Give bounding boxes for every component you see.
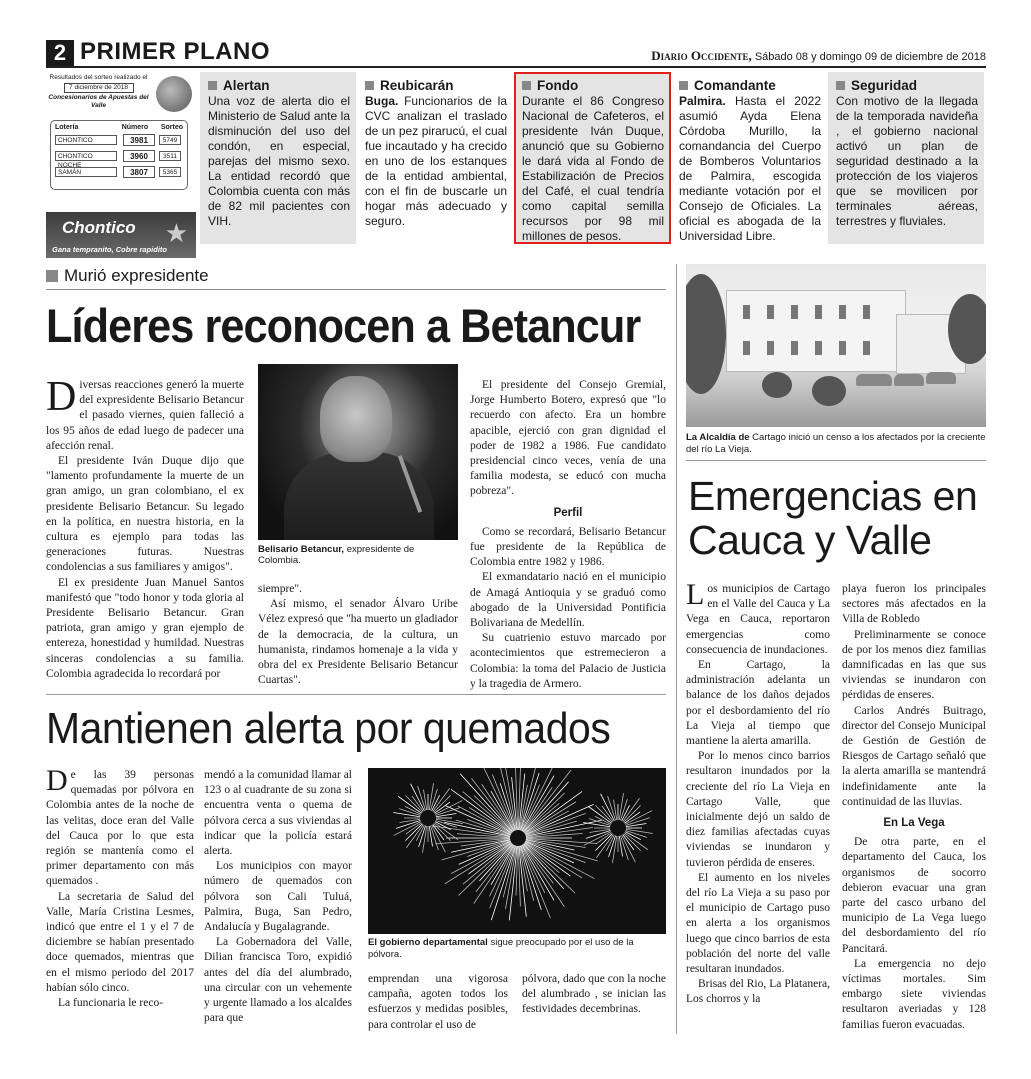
fireworks-photo: [368, 768, 666, 934]
paragraph: Carlos Andrés Buitrago, director del Consejo Municipal de Gestión de Gestión de Riesgos de Cartago señaló que la alerta amarilla se mantendrá indefinidamente ante la continuidad de las lluvias.: [842, 704, 986, 808]
firework-ray: [429, 826, 432, 847]
firework-ray: [446, 806, 511, 835]
section-title: PRIMER PLANO: [80, 38, 271, 65]
masthead: [651, 48, 986, 64]
paragraph: [46, 374, 244, 454]
firework-ray: [626, 823, 647, 826]
lottery-draw-date: 7 diciembre de 2018: [64, 83, 134, 93]
paragraph: El presidente Iván Duque dijo que "lamento profundamente la muerte de un gran amigo, un gran colombiano, el ex presidente Belisario Betancur. Su legado en la política, en nuestra historia, en la cultura es ejemplo para todas las generaciones futuras. Nuestras condolencias a sus familiares y amigos".: [46, 455, 244, 574]
paragraph-text: os municipios de Cartago en el Valle del Cauca y La Vega en Cauca, reportaron emergencias como consecuencia de inundaciones.: [686, 583, 830, 656]
firework-ray: [608, 796, 616, 820]
lottery-concession: Concesionarios de Apuestas del Valle: [48, 94, 149, 109]
window: [815, 341, 822, 355]
firework-ray: [613, 800, 616, 821]
paragraph-text: iversas reacciones generó la muerte del expresidente Belisario Betancur el pasado viernes, quien falleció a los 95 años de edad luego de padecer una afección renal.: [46, 379, 244, 452]
paragraph: El ex presidente Juan Manuel Santos manifestó que "todo honor y toda gloria al Presidente Belisario Betancur. Gran patriota, gran amigo y gran ejemplo de entereza, honestidad y humildad. Nuestras sinceras condolencias a su familia. Colombia agradecida lo recordará por: [46, 576, 244, 680]
brief-title: [679, 78, 821, 93]
story1-column-1: [46, 374, 244, 682]
lottery-name: SAMÁN: [55, 167, 117, 177]
story3-column-2: [204, 768, 352, 1026]
firework-ray: [520, 773, 539, 830]
subhead-la-vega: En La Vega: [883, 817, 945, 830]
firework-ray: [423, 790, 426, 811]
caption-text: expresidente de Colombia.: [258, 544, 415, 566]
lottery-number: 3981: [123, 134, 155, 146]
story1-kicker: [46, 266, 666, 290]
col-lottery: Lotería: [55, 124, 79, 131]
brief-body-text: Hasta el 2022 asumió Ayda Elena Córdoba Murillo, la comandancia del Cuerpo de Bomberos Voluntarios de Palmira, escogida mediante votación por el Consejo de Oficiales. La oficial es abogada de la Universidad Libre.: [679, 94, 821, 243]
lottery-number: 3960: [123, 150, 155, 162]
brief-body-text: Funcionarios de la CVC analizan el traslado de un pez pirarucú, el cual fue incautado y ha crecido en uno de los estanques de la entidad ambiental, con el fin de buscarle un hogar más adecuado y seguro.: [365, 94, 507, 228]
lottery-draw: 5365: [159, 167, 181, 177]
paragraph: Su cuatrienio estuvo marcado por acontecimientos que estremecieron a Colombia: la toma del Palacio de Justicia y la tragedia de Armero.: [470, 632, 666, 690]
chontico-slogan: Gana tempranito, Cobre rapidito: [52, 245, 168, 254]
photo-caption: [686, 432, 986, 456]
dropcap: D: [46, 764, 68, 797]
square-bullet-icon: [522, 81, 531, 90]
firework-ray: [526, 839, 597, 844]
window: [839, 305, 846, 319]
caption-text: Cartago inició un censo a los afectados por la creciente del río La Vieja.: [686, 432, 986, 455]
lottery-name: CHONTICO: [55, 135, 117, 145]
firework-ray: [490, 845, 515, 896]
brief-title: [836, 78, 978, 93]
star-icon: ★: [164, 218, 188, 248]
firework-ray: [429, 783, 433, 810]
lottery-results: [46, 74, 196, 264]
caption-text: sigue preocupado por el uso de la pólvora.: [368, 937, 634, 960]
paragraph: De otra parte, en el departamento del Cauca, los organismos de socorro debieron evacuar una gran parte del casco urbano del municipio de La Vega luego del desbordamiento del río Pancitará.: [842, 836, 986, 955]
lottery-draw-label: Resultados del sorteo realizado el: [49, 74, 148, 81]
brief-body: [679, 94, 821, 244]
brief-lead: Palmira.: [679, 94, 726, 108]
tree-shape: [948, 294, 986, 364]
story2-column-2: [842, 582, 986, 1033]
paragraph: Los municipios con mayor número de quemados con pólvora son Cali Tuluá, Palmira, Buga, San Pedro, Andalucía y Bugalagrande.: [204, 860, 352, 934]
paragraph: La secretaria de Salud del Valle, María Cristina Lesmes, indicó que entre el 1 y el 7 de diciembre se habían presentado doce quemados, mientras que en el mismo periodo del 2017 habían sólo cinco.: [46, 890, 194, 994]
paragraph: emprendan una vigorosa campaña, agoten todos los esfuerzos y medidas posibles, para controlar el uso de: [368, 973, 508, 1031]
lottery-row: [55, 149, 183, 169]
story3-column-3: [368, 972, 508, 1033]
window: [863, 341, 870, 355]
lottery-draw: 5749: [159, 135, 181, 145]
firework-ray: [586, 830, 610, 838]
paragraph: siempre".: [258, 583, 302, 595]
paragraph: Como se recordará, Belisario Betancur fue presidente de la República de Colombia entre 1982 y 1986.: [470, 525, 666, 569]
firework-ray: [430, 826, 438, 850]
brief-title-text: Seguridad: [851, 78, 918, 93]
lottery-table: [50, 120, 188, 190]
window: [743, 305, 750, 319]
paragraph-text: e las 39 personas quemadas por pólvora en Colombia antes de la noche de las velitas, doce eran del Valle del Cauca por lo que esta región se mantenía como el primer departamento con más quemados .: [46, 769, 194, 888]
firework-ray: [393, 812, 420, 816]
paragraph: playa fueron los principales sectores más afectados en la Villa de Robledo: [842, 583, 986, 626]
firework-ray: [626, 818, 650, 826]
window: [863, 305, 870, 319]
firework-ray: [521, 785, 540, 831]
subhead-perfil: Perfil: [553, 506, 583, 519]
firework-ray: [520, 768, 537, 830]
firework-ray: [436, 813, 457, 816]
tree-shape: [686, 274, 726, 394]
square-bullet-icon: [365, 81, 374, 90]
issue-date: Sábado 08 y domingo 09 de diciembre de 2018: [751, 51, 986, 63]
firework-ray: [526, 820, 603, 836]
story3-column-4: [522, 972, 666, 1018]
brief-body: Con motivo de la llegada de la temporada navideña , el gobierno nacional activó un plan de seguridad destinado a la protección de los viajeros que se movilicen por terminales aéreas, terrestres y fluviales.: [836, 94, 978, 228]
brief-body: [365, 94, 507, 229]
lottery-row: [55, 165, 183, 179]
lottery-number: 3807: [123, 166, 155, 178]
window: [743, 341, 750, 355]
building-shape: [726, 290, 906, 372]
page-number: 2: [46, 40, 74, 66]
brief-title: [522, 78, 664, 93]
story3-headline: Mantienen alerta por quemados: [46, 704, 611, 753]
brief-alertan: [200, 72, 357, 244]
chontico-ad: [46, 212, 196, 258]
brief-title-text: Fondo: [537, 78, 579, 93]
story2-column-1: [686, 578, 830, 1008]
paragraph: La emergencia no dejo víctimas mortales. Sim embargo siete viviendas resultaron averiadas y 128 familias fueron evacuadas.: [842, 957, 986, 1031]
shrub-shape: [812, 376, 846, 406]
paragraph: Así mismo, el senador Álvaro Uribe Vélez expresó que "ha muerto un gladiador de la democracia, de la cultura, un humanista, rindamos homenaje a la vida y obra del ex Presidente Belisario Betancur Cuartas".: [258, 598, 458, 687]
caption-bold: La Alcaldía de: [686, 432, 750, 443]
story1-headline: Líderes reconocen a Betancur: [46, 299, 641, 352]
paragraph: El presidente del Consejo Gremial, Jorge Humberto Botero, expresó que "lo recuerdo con afecto. Era un hombre apacible, ejerció con gran dignidad el poder de 1982 a 1986. Fue candidato presidencial cinco veces, venía de una familia modesta, se educó con mucha pobreza".: [470, 379, 666, 498]
firework-ray: [590, 829, 611, 832]
firework-ray: [400, 819, 421, 822]
betancur-photo: [258, 364, 458, 540]
firework-ray: [524, 844, 575, 893]
paragraph: [46, 764, 194, 890]
firework-ray: [626, 829, 653, 833]
firework-ray: [422, 826, 426, 853]
brief-seguridad: [828, 72, 985, 244]
juegos-logo-icon: [156, 76, 192, 112]
lottery-header: [46, 74, 151, 110]
news-briefs: [200, 72, 986, 244]
dropcap: D: [46, 374, 77, 420]
firework-ray: [583, 822, 610, 826]
fireworks-burst: [368, 768, 666, 934]
divider: [46, 694, 666, 695]
firework-ray: [620, 836, 628, 860]
firework-ray: [619, 836, 622, 857]
brief-title: [208, 78, 350, 93]
brief-comandante: [671, 72, 828, 244]
square-bullet-icon: [836, 81, 845, 90]
shrub-shape: [762, 372, 792, 398]
column-divider: [676, 264, 677, 1034]
paragraph: El aumento en los niveles del río La Vieja a su paso por el municipio de Cartago puso en alerta a los organismos luego que cinco barrios de esta población del norte del valle resultaran inundados.: [686, 871, 830, 976]
lottery-draw: 3511: [159, 151, 181, 161]
brief-body: Una voz de alerta dio el Ministerio de Salud ante la disminución del uso del condón, en especial, parejas del mismo sexo. La entidad recordó que Colombia cuenta con más de 82 mil pacientes con VIH.: [208, 94, 350, 228]
brief-reubicaran: [357, 72, 514, 244]
caption-bold: Belisario Betancur,: [258, 544, 345, 555]
kicker-text: Murió expresidente: [64, 266, 209, 285]
brief-title: [365, 78, 507, 93]
firework-ray: [396, 820, 420, 828]
paragraph: Por lo menos cinco barrios resultaron inundados por la creciente del río La Vieja en Cartago Valle, que inicialmente dejó un saldo de diez familias afectadas cuyas viviendas se inundaron y tuvieron pérdida de enseres.: [686, 750, 830, 869]
paragraph: La Gobernadora del Valle, Dilian francisca Toro, expidió antes del día del alumbrado, una circular con un vehemente y urgente llamado a los alcaldes para que: [204, 936, 352, 1025]
brief-title-text: Alertan: [223, 78, 270, 93]
chontico-brand: Chontico: [62, 218, 136, 237]
page-header: [46, 38, 986, 68]
window: [767, 341, 774, 355]
brief-title-text: Comandante: [694, 78, 776, 93]
firework-ray: [619, 793, 623, 820]
window: [815, 305, 822, 319]
lottery-name: CHONTICO NOCHE: [55, 151, 117, 161]
firework-ray: [435, 839, 510, 844]
photo-caption: [258, 544, 458, 566]
firework-ray: [458, 844, 512, 896]
brief-lead: Buga.: [365, 94, 399, 108]
caption-bold: El gobierno departamental: [368, 937, 488, 948]
firework-ray: [418, 786, 426, 810]
paragraph: La funcionaria le reco-: [58, 997, 164, 1010]
story3-column-1: [46, 764, 194, 1011]
paragraph: En Cartago, la administración adelanta un balance de los daños dejados por el desbordamiento del río La Vieja al tiempo que mantiene la alerta amarilla.: [686, 659, 830, 748]
window: [767, 305, 774, 319]
story2-headline: Emergencias en Cauca y Valle: [688, 473, 978, 563]
divider: [686, 460, 986, 461]
brief-fondo: [514, 72, 671, 244]
paragraph: Preliminarmente se conoce de por los menos diez familias damnificadas en las que sus viviendas se inundaron con pérdidas de enseres.: [842, 628, 986, 702]
col-number: Número: [121, 124, 149, 131]
photo-figure-head: [320, 376, 392, 462]
brief-title-text: Reubicarán: [380, 78, 454, 93]
paragraph: Brisas del Rio, La Platanera, Los chorros y la: [686, 978, 830, 1006]
firework-ray: [525, 804, 593, 834]
paragraph: [686, 578, 830, 658]
col-draw: Sorteo: [160, 124, 183, 131]
square-bullet-icon: [208, 81, 217, 90]
story1-column-2: [258, 582, 458, 688]
alcaldia-photo: [686, 264, 986, 427]
square-bullet-icon: [679, 81, 688, 90]
paper-name: Diario Occidente,: [651, 48, 752, 63]
lottery-table-header: [55, 124, 183, 131]
window: [791, 341, 798, 355]
window: [839, 341, 846, 355]
firework-ray: [612, 836, 616, 863]
lottery-row: [55, 133, 183, 147]
car-shape: [894, 374, 924, 386]
brief-body: Durante el 86 Congreso Nacional de Cafeteros, el presidente Iván Duque, anunció que su Gobierno le dará vida al Fondo de Estabilización de Precios del Café, el cual tendría como capital semilla recursos por 98 mil millones de pesos.: [522, 94, 664, 243]
car-shape: [926, 372, 956, 384]
dropcap: L: [686, 578, 705, 611]
story1-column-3: [470, 378, 666, 692]
square-bullet-icon: [46, 270, 58, 282]
paragraph: pólvora, dado que con la noche del alumbrado , se inician las festividades decembrinas.: [522, 973, 666, 1016]
firework-ray: [436, 808, 460, 816]
paragraph: mendó a la comunidad llamar al 123 o al cuadrante de su zona si encuentra venta o quema de pólvora cerca a sus viviendas al indicar que la policía estará alerta.: [204, 769, 352, 858]
photo-caption: [368, 937, 666, 961]
paragraph: El exmandatario nació en el municipio de Amagá Antioquia y se graduó como abogado de la Universidad Pontificia Bolivariana de Medellín.: [470, 571, 666, 630]
window: [791, 305, 798, 319]
car-shape: [856, 374, 892, 386]
